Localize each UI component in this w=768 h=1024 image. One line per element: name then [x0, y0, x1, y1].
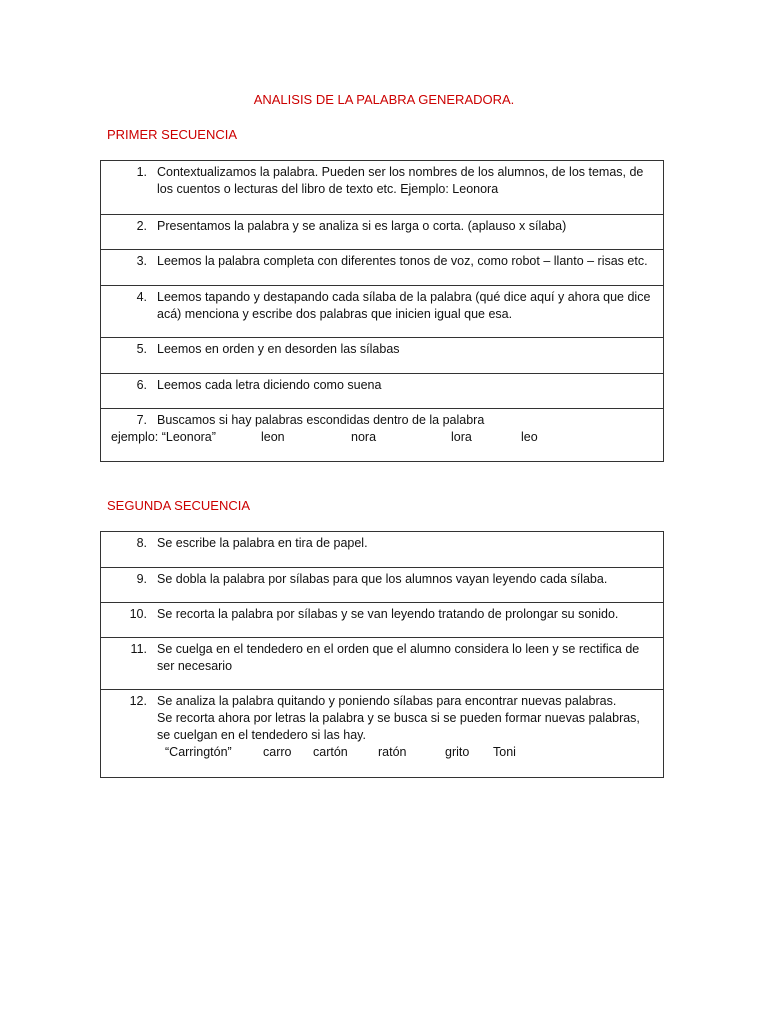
example-words — [107, 744, 655, 761]
step-number: 11. — [130, 642, 147, 656]
steps-table-segunda — [100, 531, 664, 778]
step-number: 7. — [136, 413, 147, 427]
table-row — [101, 250, 664, 286]
example-word: cartón — [313, 745, 348, 759]
steps-table-primer — [100, 160, 664, 462]
example-word: nora — [351, 430, 377, 444]
step-number: 4. — [136, 290, 147, 304]
table-row — [101, 286, 664, 338]
step-number: 10. — [129, 607, 147, 621]
step-text: Se analiza la palabra quitando y poniendo sílabas para encontrar nuevas palabras. — [157, 694, 617, 708]
step-text: Se escribe la palabra en tira de papel. — [157, 536, 368, 550]
step-text: Leemos cada letra diciendo como suena — [157, 378, 382, 392]
step-text: Leemos la palabra completa con diferentes tonos de voz, como robot – llanto – risas etc. — [157, 254, 648, 268]
step-number: 6. — [136, 378, 147, 392]
step-text: Buscamos si hay palabras escondidas dentro de la palabra — [157, 413, 485, 427]
example-word: carro — [263, 745, 292, 759]
table-row — [101, 409, 664, 462]
table-row — [101, 338, 664, 374]
table-row — [101, 568, 664, 603]
step-number: 5. — [136, 342, 147, 356]
step-text: Se dobla la palabra por sílabas para que los alumnos vayan leyendo cada sílaba. — [157, 572, 608, 586]
table-row — [101, 532, 664, 568]
step-text: Se cuelga en el tendedero en el orden que el alumno considera lo leen y se rectifica de ser necesario — [157, 642, 640, 673]
example-word: leon — [261, 430, 285, 444]
example-word: grito — [445, 745, 470, 759]
step-number: 3. — [136, 254, 147, 268]
table-row — [101, 374, 664, 409]
step-text-continued: Se recorta ahora por letras la palabra y se busca si se pueden formar nuevas palabras, se cuelgan en el tendedero si las hay. — [157, 711, 640, 742]
section-heading-segunda: SEGUNDA SECUENCIA — [107, 498, 251, 513]
example-word: lora — [451, 430, 472, 444]
step-text: Leemos tapando y destapando cada sílaba de la palabra (qué dice aquí y ahora que dice acá) menciona y escribe dos palabras que inicien igual que esa. — [157, 290, 651, 321]
table-row — [101, 215, 664, 250]
step-text: Contextualizamos la palabra. Pueden ser los nombres de los alumnos, de los temas, de los cuentos o lecturas del libro de texto etc. Ejemplo: Leonora — [157, 165, 644, 196]
example-words — [107, 429, 655, 446]
step-number: 8. — [136, 536, 147, 550]
step-text: Se recorta la palabra por sílabas y se van leyendo tratando de prolongar su sonido. — [157, 607, 619, 621]
step-number: 1. — [136, 165, 147, 179]
step-text: Leemos en orden y en desorden las sílabas — [157, 342, 400, 356]
table-row — [101, 603, 664, 638]
step-number: 9. — [136, 572, 147, 586]
example-label: ejemplo: “Leonora” — [111, 430, 216, 444]
document-title: ANALISIS DE LA PALABRA GENERADORA. — [253, 92, 515, 107]
table-row — [101, 690, 664, 778]
example-word: ratón — [378, 745, 407, 759]
step-number: 12. — [129, 694, 147, 708]
step-text: Presentamos la palabra y se analiza si es larga o corta. (aplauso x sílaba) — [157, 219, 567, 233]
table-row — [101, 638, 664, 690]
example-word: leo — [521, 430, 538, 444]
example-word: Toni — [493, 745, 516, 759]
step-number: 2. — [136, 219, 147, 233]
example-label: “Carringtón” — [165, 745, 232, 759]
section-heading-primer: PRIMER SECUENCIA — [107, 127, 238, 142]
table-row — [101, 161, 664, 215]
